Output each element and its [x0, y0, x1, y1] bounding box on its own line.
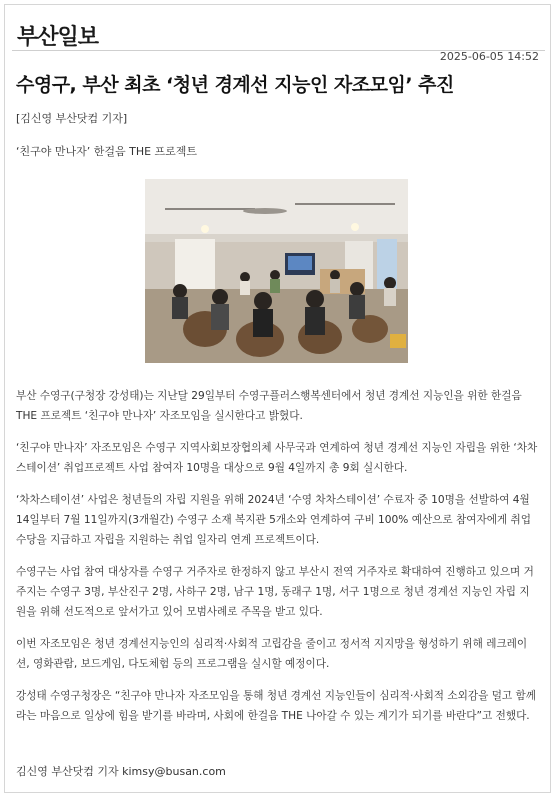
article-headline: 수영구, 부산 최초 ‘청년 경계선 지능인 자조모임’ 추진 [16, 74, 454, 96]
paragraph: 강성태 수영구청장은 “친구야 만나자 자조모임을 통해 청년 경계선 지능인들이 심리적·사회적 소외감을 덜고 함께라는 마음으로 일상에 힘을 받기를 바라며, 사회에 한걸음 THE 나아갈 수 있는 계기가 되기를 바란다”고 전했다. [16, 690, 537, 722]
paragraph: 수영구는 사업 참여 대상자를 수영구 거주자로 한정하지 않고 부산시 전역 거주자로 확대하여 진행하고 있으며 거주지는 수영구 3명, 부산진구 2명, 사하구 2명, 남구 1명, 동래구 1명, 서구 1명으로 청년 경계선 지능인 자립 지원을 위해 선도적으로 앞서가고 있어 모범사례로 주목을 받고 있다. [16, 566, 534, 618]
paragraph: ‘친구야 만나자’ 자조모임은 수영구 지역사회보장협의체 사무국과 연계하여 청년 경계선 지능인 자립을 위한 ‘차차스테이션’ 취업프로젝트 사업 참여자 10명을 대상으로 9월 4일까지 총 9회 실시한다. [16, 442, 538, 474]
paragraph: 이번 자조모임은 청년 경계선지능인의 심리적·사회적 고립감을 줄이고 정서적 지지망을 형성하기 위해 레크레이션, 영화관람, 보드게임, 다도체험 등의 프로그램을 실시할 예정이다. [16, 638, 528, 670]
publish-date: 2025-06-05 14:52 [439, 50, 539, 63]
reporter-signature: 김신영 부산닷컴 기자 kimsy@busan.com [16, 765, 226, 778]
masthead-logo[interactable]: 부산일보 [17, 25, 99, 50]
meeting-room-photo [145, 179, 408, 363]
paragraph: 부산 수영구(구청장 강성태)는 지난달 29일부터 수영구플러스행복센터에서 청년 경계선 지능인을 위한 한걸음 THE 프로젝트 ‘친구야 만나자’ 자조모임을 실시한다고 밝혔다. [16, 390, 522, 422]
article-byline: [김신영 부산닷컴 기자] [16, 112, 128, 125]
article-body [16, 386, 538, 738]
article-subhead: ‘친구야 만나자’ 한걸음 THE 프로젝트 [16, 145, 198, 158]
article-photo [145, 179, 408, 363]
paragraph: ‘차차스테이션’ 사업은 청년들의 자립 지원을 위해 2024년 ‘수영 차차스테이션’ 수료자 중 10명을 선발하여 4월 14일부터 7월 11일까지(3개월간) 수영구 소재 복지관 5개소와 연계하여 구비 100% 예산으로 참여자에게 취업수당을 지급하고 자립을 지원하는 취업 일자리 연계 프로젝트이다. [16, 494, 532, 546]
